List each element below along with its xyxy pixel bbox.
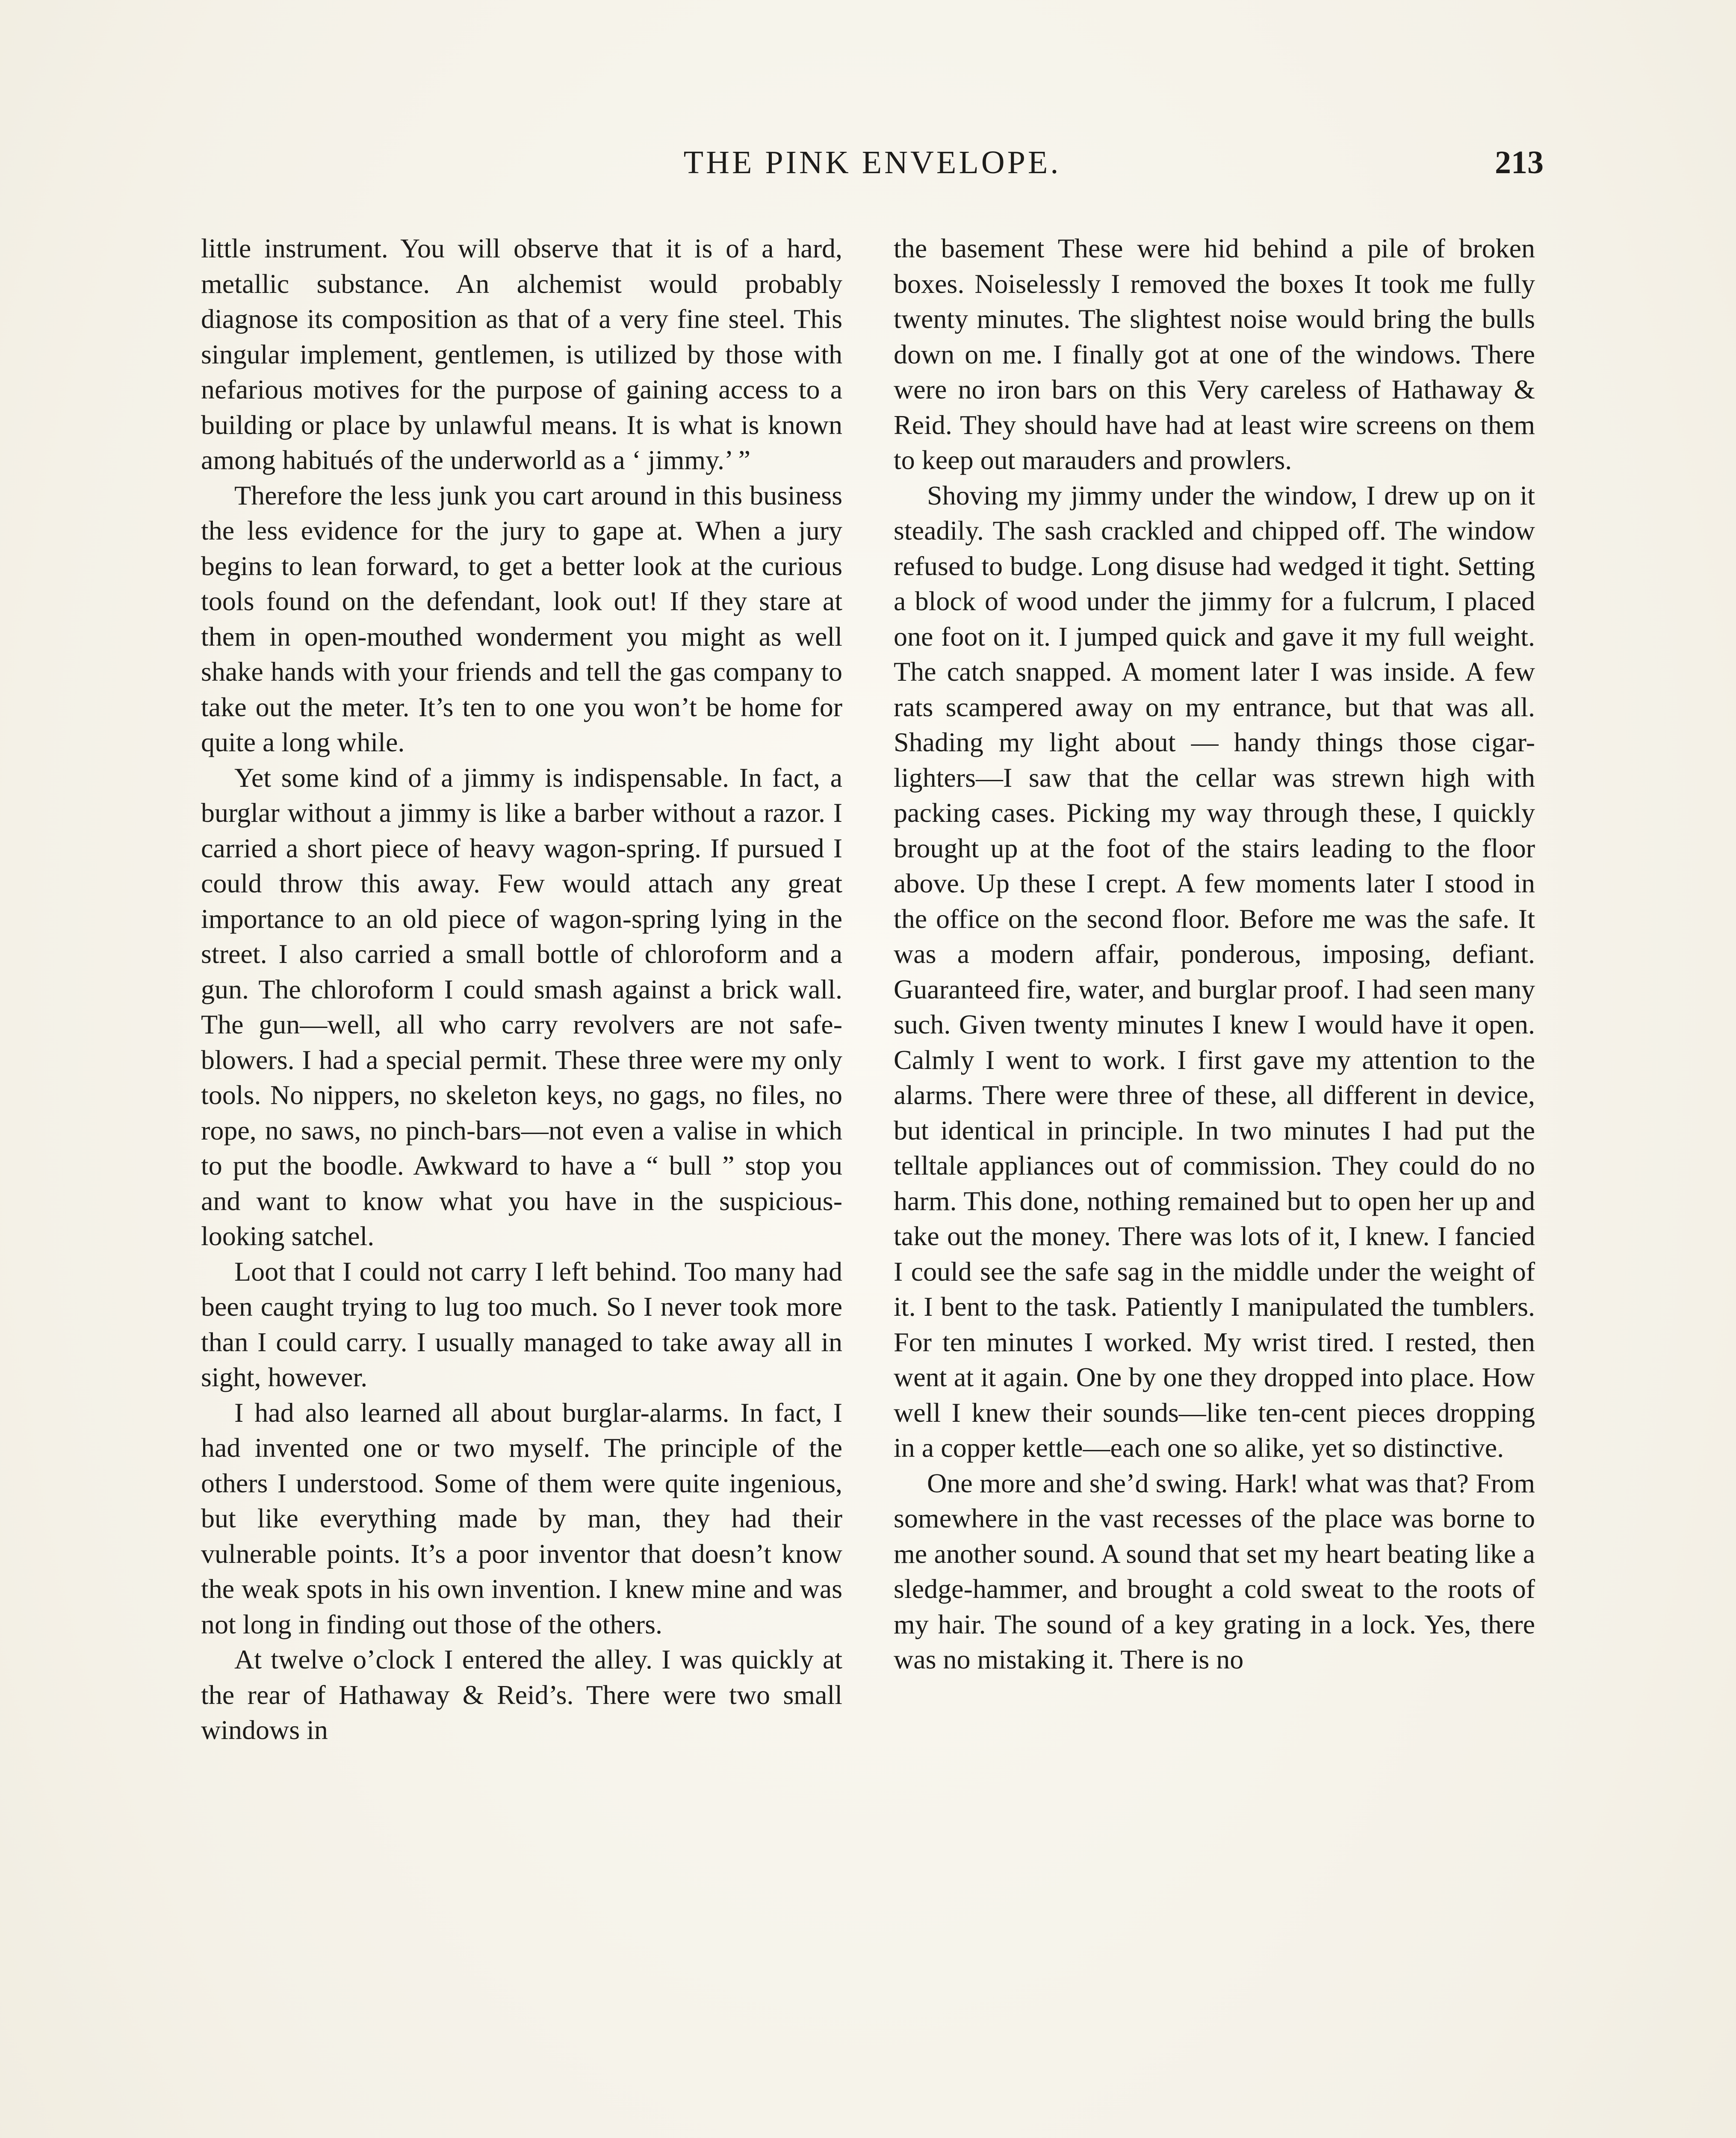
paragraph: One more and she’d swing. Hark! what was that? From somewhere in the vast recesses of the place was borne to me another sound. A sound that set my heart beating like a sledge-hammer, and brought a cold sweat to the roots of my hair. The sound of a key grating in a lock. Yes, there was no mistaking it. There is no: [894, 1468, 1535, 1674]
running-head: [201, 141, 1544, 192]
paragraph: Therefore the less junk you cart around in this business the less evidence for the jury to gape at. When a jury begins to lean forward, to get a better look at the curious tools found on the defendant, look out! If they stare at them in open-mouthed wonderment you might as well shake hands with your friends and tell the gas company to take out the meter. It’s ten to one you won’t be home for quite a long while.: [201, 480, 842, 757]
left-text-column: [201, 231, 842, 1748]
paragraph: little instrument. You will observe that it is of a hard, metallic substance. An alchemist would probably diagnose its composition as that of a very fine steel. This singular implement, gentlemen, is utilized by those with nefarious motives for the purpose of gaining access to a building or place by unlawful means. It is what is known among habitués of the underworld as a ‘ jimmy.’ ”: [201, 233, 842, 475]
chapter-title: THE PINK ENVELOPE.: [683, 145, 1061, 180]
paragraph: I had also learned all about burglar-alarms. In fact, I had invented one or two myself. The principle of the others I understood. Some of them were quite ingenious, but like everything made by man, they had their vulnerable points. It’s a poor inventor that doesn’t know the weak spots in his own invention. I knew mine and was not long in finding out those of the others.: [201, 1397, 842, 1639]
paragraph: the basement These were hid behind a pile of broken boxes. Noiselessly I removed the boxes It took me fully twenty minutes. The slightest noise would bring the bulls down on me. I finally got at one of the windows. There were no iron bars on this Very careless of Hathaway & Reid. They should have had at least wire screens on them to keep out marauders and prowlers.: [894, 233, 1535, 475]
paragraph: Loot that I could not carry I left behind. Too many had been caught trying to lug too much. So I never took more than I could carry. I usually managed to take away all in sight, however.: [201, 1256, 842, 1392]
paragraph: At twelve o’clock I entered the alley. I was quickly at the rear of Hathaway & Reid’s. There were two small windows in: [201, 1644, 842, 1745]
page-number: 213: [1495, 145, 1544, 180]
paragraph: Yet some kind of a jimmy is indispensable. In fact, a burglar without a jimmy is like a barber without a razor. I carried a short piece of heavy wagon-spring. If pursued I could throw this away. Few would attach any great importance to an old piece of wagon-spring lying in the street. I also carried a small bottle of chloroform and a gun. The chloroform I could smash against a brick wall. The gun—well, all who carry revolvers are not safe-blowers. I had a special permit. These three were my only tools. No nippers, no skeleton keys, no gags, no files, no rope, no saws, no pinch-bars—not even a valise in which to put the boodle. Awkward to have a “ bull ” stop you and want to know what you have in the suspicious-looking satchel.: [201, 762, 842, 1251]
right-text-column: [894, 231, 1535, 1677]
paragraph: Shoving my jimmy under the window, I drew up on it steadily. The sash crackled and chipped off. The window refused to budge. Long disuse had wedged it tight. Setting a block of wood under the jimmy for a fulcrum, I placed one foot on it. I jumped quick and gave it my full weight. The catch snapped. A moment later I was inside. A few rats scampered away on my entrance, but that was all. Shading my light about — handy things those cigar-lighters—I saw that the cellar was strewn high with packing cases. Picking my way through these, I quickly brought up at the foot of the stairs leading to the floor above. Up these I crept. A few moments later I stood in the office on the second floor. Before me was the safe. It was a modern affair, ponderous, imposing, defiant. Guaranteed fire, water, and burglar proof. I had seen many such. Given twenty minutes I knew I would have it open. Calmly I went to work. I first gave my attention to the alarms. There were three of these, all different in device, but identical in principle. In two minutes I had put the telltale appliances out of commission. They could do no harm. This done, nothing remained but to open her up and take out the money. There was lots of it, I knew. I fancied I could see the safe sag in the middle under the weight of it. I bent to the task. Patiently I manipulated the tumblers. For ten minutes I worked. My wrist tired. I rested, then went at it again. One by one they dropped into place. How well I knew their sounds—like ten-cent pieces dropping in a copper kettle—each one so alike, yet so distinctive.: [894, 480, 1535, 1463]
